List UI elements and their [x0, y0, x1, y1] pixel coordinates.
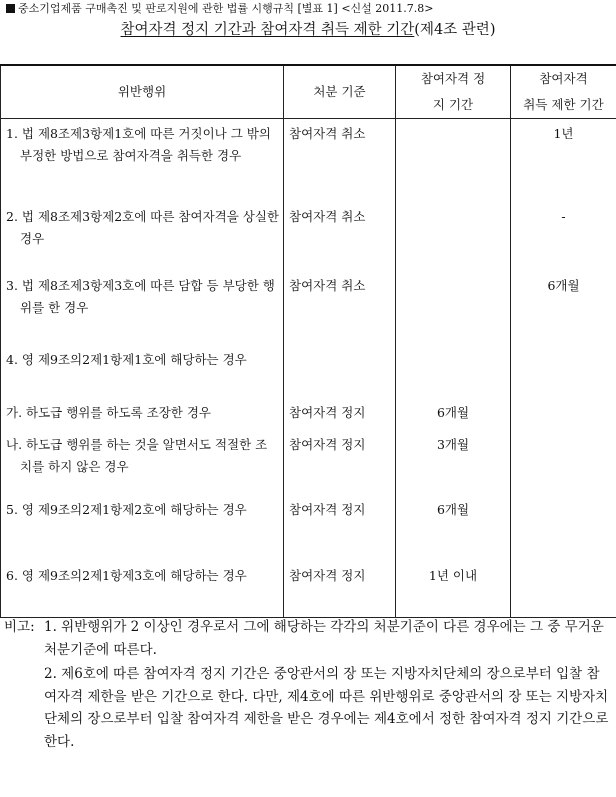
table-row-4b-disposition: 참여자격 정지: [289, 437, 366, 452]
table-row-4a-violation: 가. 하도급 행위를 하도록 조장한 경우: [6, 405, 211, 420]
table-row-2-restriction: -: [561, 209, 566, 224]
table-row-4a-suspension: 6개월: [436, 405, 470, 420]
notes-section: [0, 616, 612, 753]
suspension-column: [396, 119, 511, 618]
table-row-6-violation: 6. 영 제9조의2제1항제3호에 해당하는 경우: [6, 568, 247, 583]
restriction-column: [511, 119, 616, 618]
table-row-1-violation: 1. 법 제8조제3항제1호에 따른 거짓이나 그 밖의 부정한 방법으로 참여자격을 취득한 경우: [6, 126, 271, 163]
violation-column: [1, 119, 284, 618]
note-item-2-text: 2. 제6호에 따른 참여자격 정지 기간은 중앙관서의 장 또는 지방자치단체의 장으로부터 입찰 참여자격 제한을 받은 기간으로 한다. 다만, 제4호에 따른 위반행위로 중앙관서의 장 또는 지방자치단체의 장으로부터 입찰 참여자격 제한을 받은 경우에는 제4호에서 정한 참여자격 정지 기간으로 한다.: [44, 666, 609, 750]
table-row-1-disposition: 참여자격 취소: [289, 126, 366, 141]
notes-label: 비고:: [4, 619, 35, 635]
table-row-2-violation: 2. 법 제8조제3항제2호에 따른 참여자격을 상실한 경우: [6, 209, 280, 246]
header-restriction-line2: 취득 제한 기간: [523, 97, 604, 112]
sanctions-table: [0, 64, 616, 618]
table-row-1-restriction: 1년: [553, 126, 574, 141]
header-restriction-line1: 참여자격: [539, 71, 588, 86]
table-row-3-disposition: 참여자격 취소: [289, 278, 366, 293]
table-row-4a-disposition: 참여자격 정지: [289, 405, 366, 420]
black-square-icon: [6, 4, 15, 13]
title-suffix: (제4조 관련): [414, 22, 496, 38]
header-restriction: [511, 65, 616, 119]
title-main: 참여자격 정지 기간과 참여자격 취득 제한 기간: [120, 22, 415, 38]
table-header-row: [1, 65, 616, 119]
table-row-5-suspension: 6개월: [436, 502, 470, 517]
table-row-6-suspension: 1년 이내: [428, 568, 478, 583]
disposition-column: [284, 119, 396, 618]
table-row-5-violation: 5. 영 제9조의2제1항제2호에 해당하는 경우: [6, 502, 247, 517]
table-row-2-disposition: 참여자격 취소: [289, 209, 366, 224]
table-row-4b-violation: 나. 하도급 행위를 하는 것을 알면서도 적절한 조치를 하지 않은 경우: [6, 437, 268, 474]
header-suspension-line2: 지 기간: [432, 97, 474, 112]
table-row-4b-suspension: 3개월: [436, 437, 470, 452]
page-title: [0, 20, 616, 40]
table-row-5-disposition: 참여자격 정지: [289, 502, 366, 517]
header-violation: 위반행위: [1, 65, 284, 119]
header-disposition: 처분 기준: [284, 65, 396, 119]
header-suspension: [396, 65, 511, 119]
note-item-1: [0, 616, 612, 661]
table-row-4-violation: 4. 영 제9조의2제1항제1호에 해당하는 경우: [6, 352, 247, 367]
table-row-6-disposition: 참여자격 정지: [289, 568, 366, 583]
note-item-1-text: 1. 위반행위가 2 이상인 경우로서 그에 해당하는 각각의 처분기준이 다른 경우에는 그 중 무거운 처분기준에 따른다.: [44, 619, 604, 658]
header-text: 중소기업제품 구매촉진 및 판로지원에 관한 법률 시행규칙 [별표 1] <신설 2011.7.8>: [18, 2, 434, 15]
table-body-row: [1, 119, 616, 618]
table-row-3-violation: 3. 법 제8조제3항제3호에 따른 담합 등 부당한 행위를 한 경우: [6, 278, 275, 315]
header-suspension-line1: 참여자격 정: [420, 71, 486, 86]
table-row-3-restriction: 6개월: [547, 278, 580, 293]
note-item-2: [0, 663, 612, 753]
regulation-header: [6, 2, 612, 16]
